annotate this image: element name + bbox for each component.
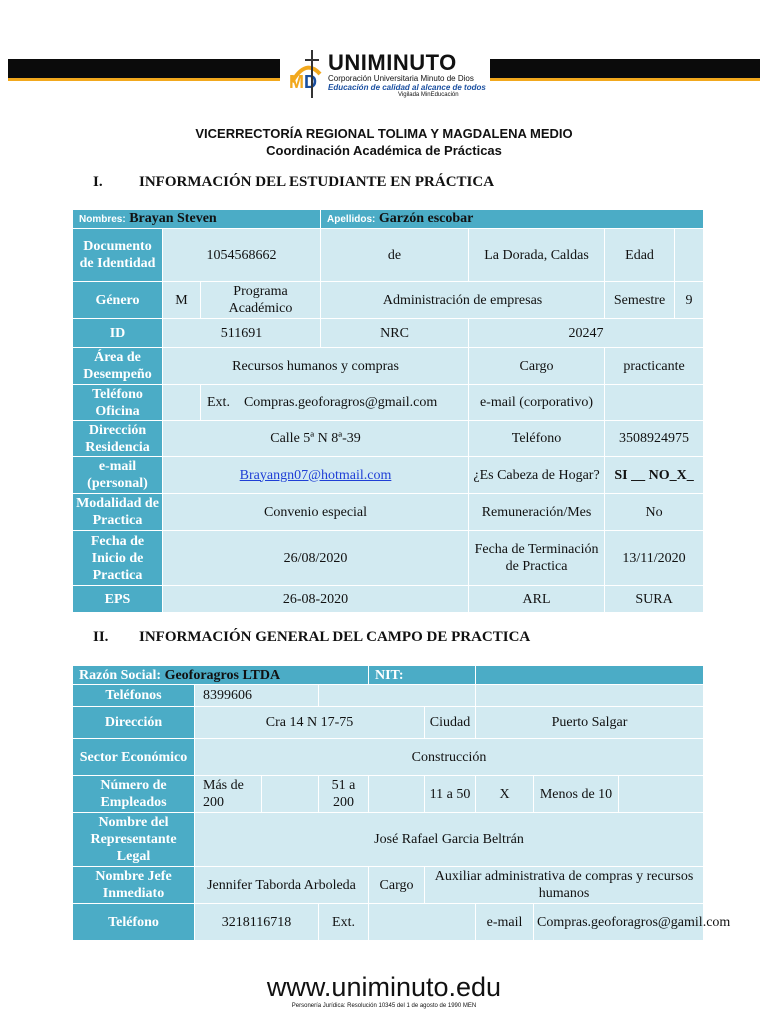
- remuneracion-value[interactable]: No: [605, 494, 704, 531]
- fecha-fin-label: Fecha de Terminación de Practica: [469, 531, 605, 586]
- apellidos-value[interactable]: Garzón escobar: [378, 211, 474, 226]
- sector-label: Sector Económico: [73, 739, 195, 776]
- email-personal-cell: [163, 457, 469, 494]
- nit-label: NIT:: [369, 666, 476, 685]
- table-row: [73, 348, 704, 385]
- table-row: [73, 494, 704, 531]
- documento-label: Documento de Identidad: [73, 229, 163, 282]
- email2-value[interactable]: Compras.geoforagros@gamil.com: [534, 904, 704, 941]
- eps-label: EPS: [73, 586, 163, 613]
- empleados-box-1[interactable]: [262, 776, 319, 813]
- nrc-label: NRC: [321, 319, 469, 348]
- ext2-label: Ext.: [319, 904, 369, 941]
- id-label: ID: [73, 319, 163, 348]
- section-2-number: II.: [93, 629, 109, 645]
- nit-value[interactable]: [476, 666, 704, 685]
- email2-label: e-mail: [476, 904, 534, 941]
- table-row: [73, 666, 704, 685]
- genero-value[interactable]: M: [163, 282, 201, 319]
- tel-oficina-label: Teléfono Oficina: [73, 385, 163, 421]
- programa-value[interactable]: Administración de empresas: [321, 282, 605, 319]
- fecha-inicio-value[interactable]: 26/08/2020: [163, 531, 469, 586]
- ext-label: Ext.: [207, 395, 230, 410]
- ext-value[interactable]: Compras.geoforagros@gmail.com: [243, 395, 438, 410]
- nombres-cell: [73, 210, 321, 229]
- edad-value[interactable]: [675, 229, 704, 282]
- apellidos-label: Apellidos:: [327, 214, 376, 225]
- de-label: de: [321, 229, 469, 282]
- modalidad-label: Modalidad de Practica: [73, 494, 163, 531]
- svg-text:D: D: [304, 72, 317, 92]
- fecha-inicio-label: Fecha de Inicio de Practica: [73, 531, 163, 586]
- table-row: [73, 776, 704, 813]
- direccion-label: Dirección Residencia: [73, 421, 163, 457]
- empleados-opt-1: Más de 200: [195, 776, 262, 813]
- ciudad-label: Ciudad: [425, 707, 476, 739]
- id-value[interactable]: 511691: [163, 319, 321, 348]
- empleados-box-4[interactable]: [619, 776, 704, 813]
- arl-value[interactable]: SURA: [605, 586, 704, 613]
- header-bar-right: [490, 59, 760, 78]
- svg-text:M: M: [289, 72, 304, 92]
- table-row: [73, 210, 704, 229]
- logo-tagline-3: Vigilada MinEducación: [398, 92, 459, 98]
- sector-value[interactable]: Construcción: [195, 739, 704, 776]
- empleados-opt-3: 11 a 50: [425, 776, 476, 813]
- telefonos-value[interactable]: 8399606: [195, 685, 319, 707]
- cabeza-label: ¿Es Cabeza de Hogar?: [469, 457, 605, 494]
- apellidos-cell: [321, 210, 704, 229]
- razon-label: Razón Social:: [79, 667, 162, 683]
- table-row: [73, 813, 704, 867]
- table-row: [73, 586, 704, 613]
- telefonos-label: Teléfonos: [73, 685, 195, 707]
- jefe-label: Nombre Jefe Inmediato: [73, 867, 195, 904]
- direccion2-label: Dirección: [73, 707, 195, 739]
- razon-cell: [73, 666, 369, 685]
- telefonos-extra-1[interactable]: [319, 685, 476, 707]
- remuneracion-label: Remuneración/Mes: [469, 494, 605, 531]
- table-row: [73, 319, 704, 348]
- cargo2-value[interactable]: Auxiliar administrativa de compras y recursos humanos: [425, 867, 704, 904]
- email-corp-label: e-mail (corporativo): [469, 385, 605, 421]
- modalidad-value[interactable]: Convenio especial: [163, 494, 469, 531]
- student-info-table: [72, 209, 704, 613]
- lugar-value[interactable]: La Dorada, Caldas: [469, 229, 605, 282]
- table-row: [73, 457, 704, 494]
- header-bar-left: [8, 59, 280, 78]
- ext2-value[interactable]: [369, 904, 476, 941]
- logo-wordmark: UNIMINUTO: [328, 50, 457, 75]
- tel-oficina-value[interactable]: [163, 385, 201, 421]
- footer-legal: Personería Jurídica: Resolución 10345 del 1 de agosto de 1990 MEN: [291, 1003, 477, 1009]
- empleados-opt-4: Menos de 10: [534, 776, 619, 813]
- section-2-title: INFORMACIÓN GENERAL DEL CAMPO DE PRACTICA: [139, 629, 531, 645]
- edad-label: Edad: [605, 229, 675, 282]
- direccion-value[interactable]: Calle 5ª N 8ª-39: [163, 421, 469, 457]
- ciudad-value[interactable]: Puerto Salgar: [476, 707, 704, 739]
- ext-cell: [201, 385, 469, 421]
- footer-url[interactable]: www.uniminuto.edu: [266, 972, 502, 1002]
- logo-tagline-2: Educación de calidad al alcance de todos: [328, 83, 486, 92]
- representante-value[interactable]: José Rafael Garcia Beltrán: [195, 813, 704, 867]
- nombres-label: Nombres:: [79, 214, 126, 225]
- email-personal-link[interactable]: Brayangn07@hotmail.com: [239, 467, 392, 483]
- uniminuto-logo: [288, 48, 486, 100]
- semestre-label: Semestre: [605, 282, 675, 319]
- document-subtitle: Coordinación Académica de Prácticas: [266, 143, 502, 158]
- company-info-table: [72, 665, 731, 941]
- empleados-box-3[interactable]: X: [476, 776, 534, 813]
- area-label: Área de Desempeño: [73, 348, 163, 385]
- cargo-value[interactable]: practicante: [605, 348, 704, 385]
- arl-label: ARL: [469, 586, 605, 613]
- representante-label: Nombre del Representante Legal: [73, 813, 195, 867]
- section-1-number: I.: [93, 174, 103, 190]
- empleados-opt-2: 51 a 200: [319, 776, 369, 813]
- fecha-fin-value[interactable]: 13/11/2020: [605, 531, 704, 586]
- area-value[interactable]: Recursos humanos y compras: [163, 348, 469, 385]
- table-row: [73, 685, 704, 707]
- razon-value[interactable]: Geoforagros LTDA: [164, 667, 281, 683]
- section-2-heading: [93, 629, 530, 646]
- cargo-label: Cargo: [469, 348, 605, 385]
- telefono2-label: Teléfono: [73, 904, 195, 941]
- table-row: [73, 904, 704, 941]
- logo-tagline-1: Corporación Universitaria Minuto de Dios: [328, 74, 474, 83]
- direccion2-value[interactable]: Cra 14 N 17-75: [195, 707, 425, 739]
- section-1-title: INFORMACIÓN DEL ESTUDIANTE EN PRÁCTICA: [139, 174, 495, 190]
- cargo2-label: Cargo: [369, 867, 425, 904]
- eps-value[interactable]: 26-08-2020: [163, 586, 469, 613]
- semestre-value[interactable]: 9: [675, 282, 704, 319]
- telefonos-extra-2[interactable]: [476, 685, 704, 707]
- table-row: [73, 229, 704, 282]
- empleados-box-2[interactable]: [369, 776, 425, 813]
- document-title: VICERRECTORÍA REGIONAL TOLIMA Y MAGDALENA MEDIO: [195, 126, 573, 141]
- cabeza-value[interactable]: SI __ NO_X_: [605, 457, 704, 494]
- nombres-value[interactable]: Brayan Steven: [129, 211, 217, 226]
- nrc-value[interactable]: 20247: [469, 319, 704, 348]
- table-row: [73, 421, 704, 457]
- logo-mark-icon: [288, 48, 324, 100]
- table-row: [73, 531, 704, 586]
- email-personal-label: e-mail (personal): [73, 457, 163, 494]
- jefe-value[interactable]: Jennifer Taborda Arboleda: [195, 867, 369, 904]
- empleados-label: Número de Empleados: [73, 776, 195, 813]
- table-row: [73, 707, 704, 739]
- telefono-value[interactable]: 3508924975: [605, 421, 704, 457]
- table-row: [73, 282, 704, 319]
- section-1-heading: [93, 174, 494, 191]
- programa-label: Programa Académico: [201, 282, 321, 319]
- genero-label: Género: [73, 282, 163, 319]
- email-corp-value[interactable]: [605, 385, 704, 421]
- table-row: [73, 739, 704, 776]
- telefono2-value[interactable]: 3218116718: [195, 904, 319, 941]
- table-row: [73, 385, 704, 421]
- telefono-label: Teléfono: [469, 421, 605, 457]
- table-row: [73, 867, 704, 904]
- documento-value[interactable]: 1054568662: [163, 229, 321, 282]
